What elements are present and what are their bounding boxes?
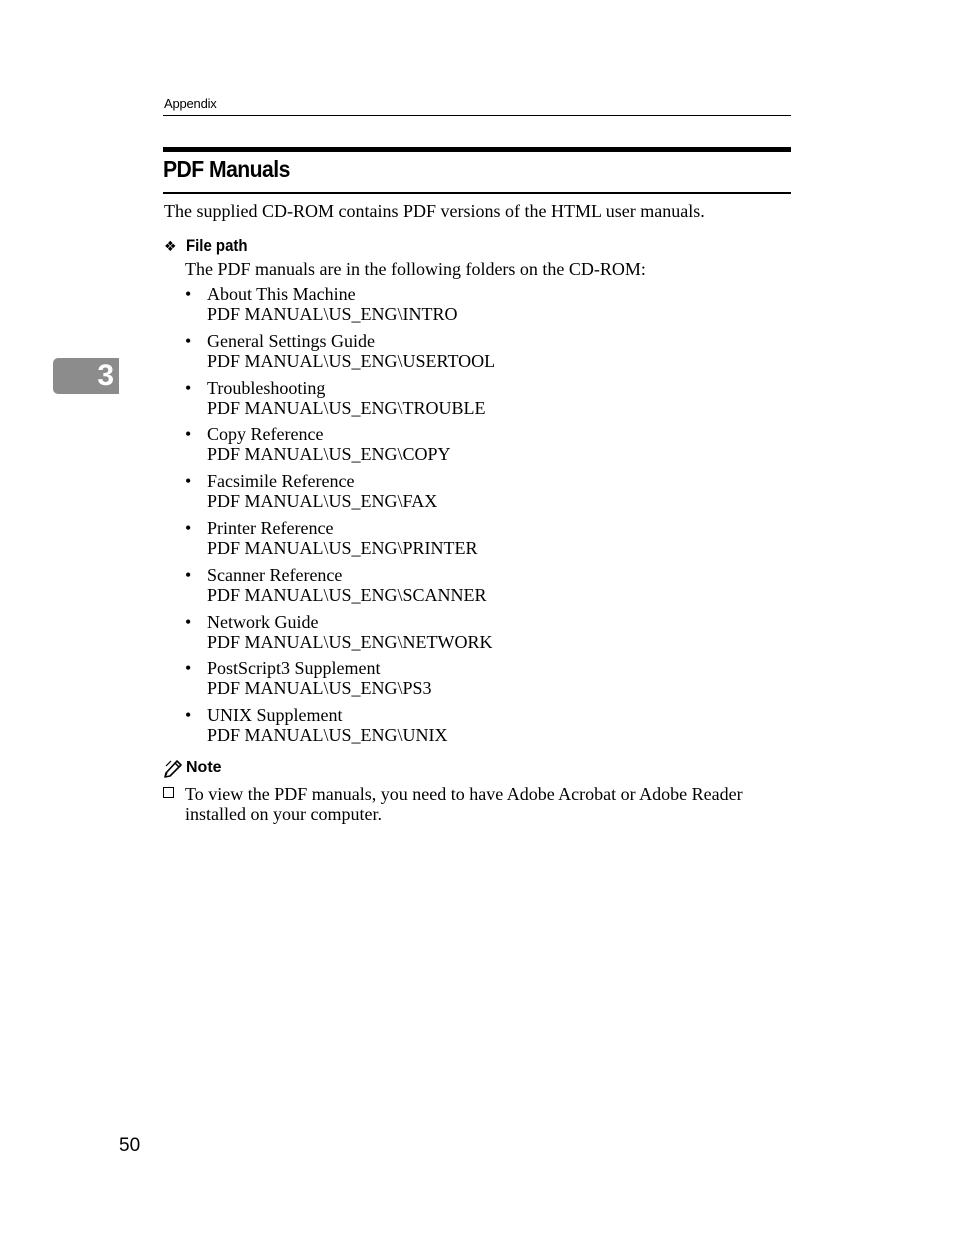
list-item bbox=[185, 612, 745, 659]
manual-name: Copy Reference bbox=[207, 424, 324, 445]
note-item bbox=[163, 784, 791, 824]
manual-name: About This Machine bbox=[207, 284, 356, 304]
bullet-icon: • bbox=[185, 517, 192, 538]
manual-path: PDF MANUAL\US_ENG\INTRO bbox=[207, 304, 458, 324]
manual-name: Troubleshooting bbox=[207, 377, 326, 398]
bullet-icon: • bbox=[185, 377, 192, 398]
bullet-icon: • bbox=[185, 330, 192, 351]
list-item bbox=[185, 378, 745, 425]
manual-path: PDF MANUAL\US_ENG\TROUBLE bbox=[207, 397, 486, 418]
list-item bbox=[185, 658, 745, 705]
list-item bbox=[185, 705, 745, 752]
manual-name: Printer Reference bbox=[207, 517, 334, 538]
manual-path: PDF MANUAL\US_ENG\PS3 bbox=[207, 678, 432, 699]
page-title: PDF Manuals bbox=[163, 156, 290, 182]
bullet-icon: • bbox=[185, 564, 192, 585]
manual-path: PDF MANUAL\US_ENG\USERTOOL bbox=[207, 350, 496, 371]
pencil-icon bbox=[163, 758, 185, 778]
bullet-icon: • bbox=[185, 658, 192, 679]
title-rule-top bbox=[163, 147, 791, 152]
checkbox-icon bbox=[163, 787, 174, 798]
manual-path: PDF MANUAL\US_ENG\SCANNER bbox=[207, 584, 487, 605]
file-path-heading bbox=[164, 236, 256, 256]
file-path-lead: The PDF manuals are in the following folders on the CD-ROM: bbox=[185, 259, 646, 279]
bullet-icon: • bbox=[185, 471, 192, 492]
bullet-icon: • bbox=[185, 284, 192, 304]
running-header: Appendix bbox=[164, 96, 217, 111]
file-path-heading-label: File path bbox=[186, 236, 248, 255]
manual-name: Scanner Reference bbox=[207, 564, 343, 585]
header-rule bbox=[163, 115, 791, 116]
list-item bbox=[185, 331, 745, 378]
title-rule-bottom bbox=[163, 192, 791, 194]
bullet-icon: • bbox=[185, 705, 192, 726]
manual-name: PostScript3 Supplement bbox=[207, 658, 381, 679]
bullet-icon: • bbox=[185, 424, 192, 445]
manual-path: PDF MANUAL\US_ENG\PRINTER bbox=[207, 537, 478, 558]
list-item bbox=[185, 284, 745, 331]
list-item bbox=[185, 424, 745, 471]
manual-path: PDF MANUAL\US_ENG\FAX bbox=[207, 491, 438, 512]
manual-name: Facsimile Reference bbox=[207, 471, 355, 492]
note-heading bbox=[163, 758, 222, 778]
list-item bbox=[185, 518, 745, 565]
manual-path: PDF MANUAL\US_ENG\UNIX bbox=[207, 725, 448, 746]
note-text: To view the PDF manuals, you need to have Adobe Acrobat or Adobe Reader installed on your computer. bbox=[185, 784, 743, 824]
list-item bbox=[185, 471, 745, 518]
manual-name: General Settings Guide bbox=[207, 330, 375, 351]
manual-name: UNIX Supplement bbox=[207, 705, 343, 726]
intro-paragraph: The supplied CD-ROM contains PDF versions of the HTML user manuals. bbox=[164, 201, 705, 221]
manual-name: Network Guide bbox=[207, 611, 319, 632]
manual-folder-list bbox=[185, 284, 745, 752]
note-heading-label: Note bbox=[186, 759, 222, 776]
list-item bbox=[185, 565, 745, 612]
page-number: 50 bbox=[119, 1135, 141, 1156]
diamond-bullet-icon: ❖ bbox=[164, 237, 177, 254]
manual-path: PDF MANUAL\US_ENG\COPY bbox=[207, 444, 451, 465]
chapter-tab: 3 bbox=[53, 358, 119, 394]
bullet-icon: • bbox=[185, 611, 192, 632]
manual-path: PDF MANUAL\US_ENG\NETWORK bbox=[207, 631, 493, 652]
